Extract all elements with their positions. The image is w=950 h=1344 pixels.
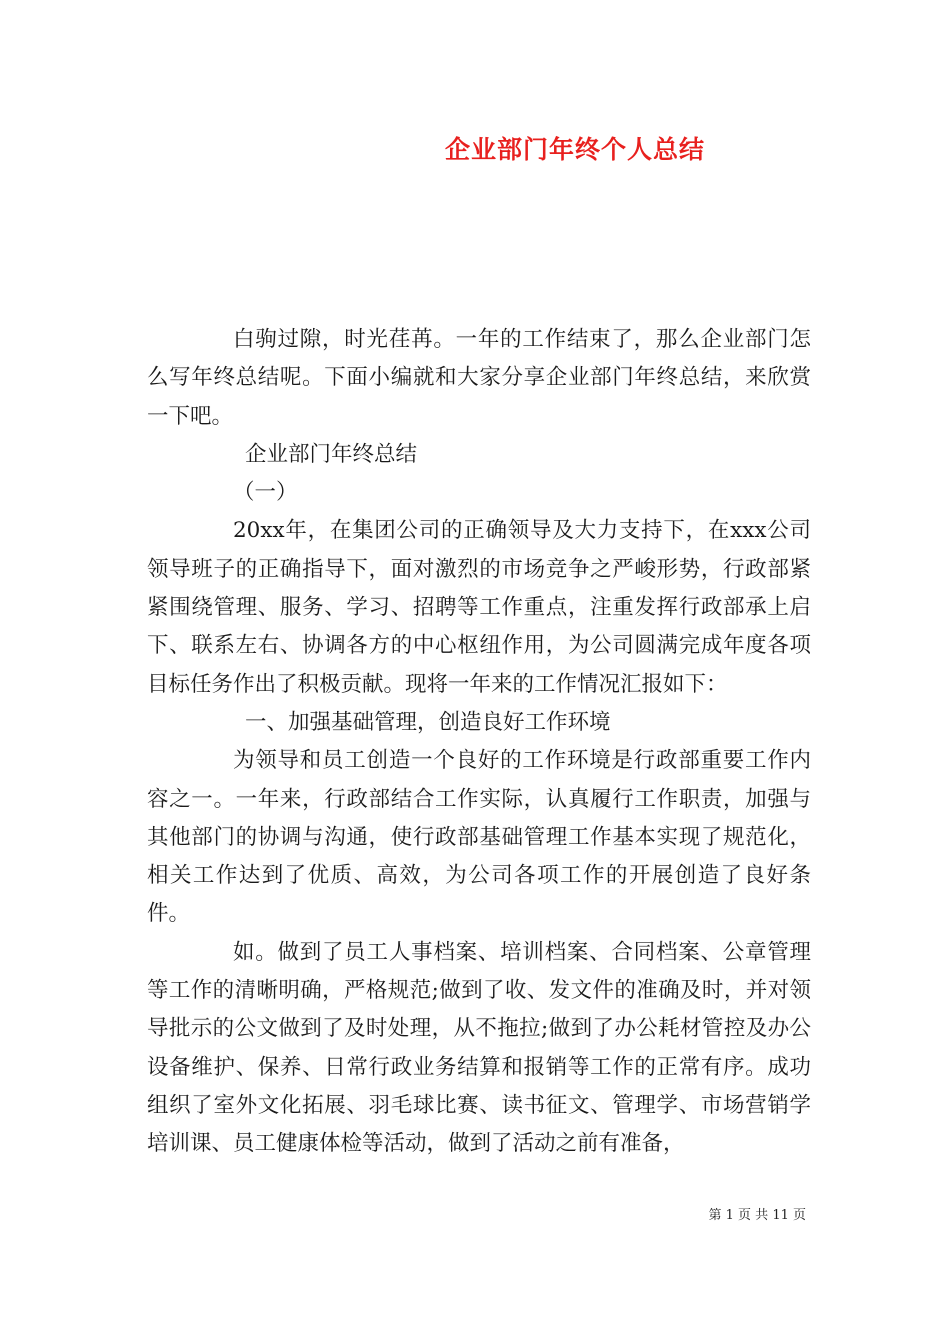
part-label: （一） [233, 480, 298, 506]
intro-paragraph: 白驹过隙，时光荏苒。一年的工作结束了，那么企业部门怎么写年终总结呢。下面小编就和大家分享企业部门年终总结，来欣赏一下吧。 [147, 327, 811, 429]
paragraph-3: 如。做到了员工人事档案、培训档案、合同档案、公章管理等工作的清晰明确，严格规范;做到了收、发文件的准确及时，并对领导批示的公文做到了及时处理，从不拖拉;做到了办公耗材管控及办公设备维护、保养、日常行政业务结算和报销等工作的正常有序。成功组织了室外文化拓展、羽毛球比赛、读书征文、管理学、市场营销学培训课、员工健康体检等活动，做到了活动之前有准备， [147, 939, 811, 1157]
page-number: 第 1 页 共 11 页 [708, 1208, 806, 1223]
subheading-1: 一、加强基础管理，创造良好工作环境 [245, 709, 611, 735]
paragraph-2: 为领导和员工创造一个良好的工作环境是行政部重要工作内容之一。一年来，行政部结合工作实际，认真履行工作职责，加强与其他部门的协调与沟通，使行政部基础管理工作基本实现了规范化，相关工作达到了优质、高效，为公司各项工作的开展创造了良好条件。 [147, 748, 811, 927]
section-title: 企业部门年终总结 [245, 441, 418, 467]
document-title: 企业部门年终个人总结 [444, 135, 705, 164]
paragraph-1: 20xx年，在集团公司的正确领导及大力支持下，在xxx公司领导班子的正确指导下，面对激烈的市场竞争之严峻形势，行政部紧紧围绕管理、服务、学习、招聘等工作重点，注重发挥行政部承上启下、联系左右、协调各方的中心枢纽作用，为公司圆满完成年度各项目标任务作出了积极贡献。现将一年来的工作情况汇报如下： [147, 518, 811, 697]
document-body [147, 321, 811, 1164]
